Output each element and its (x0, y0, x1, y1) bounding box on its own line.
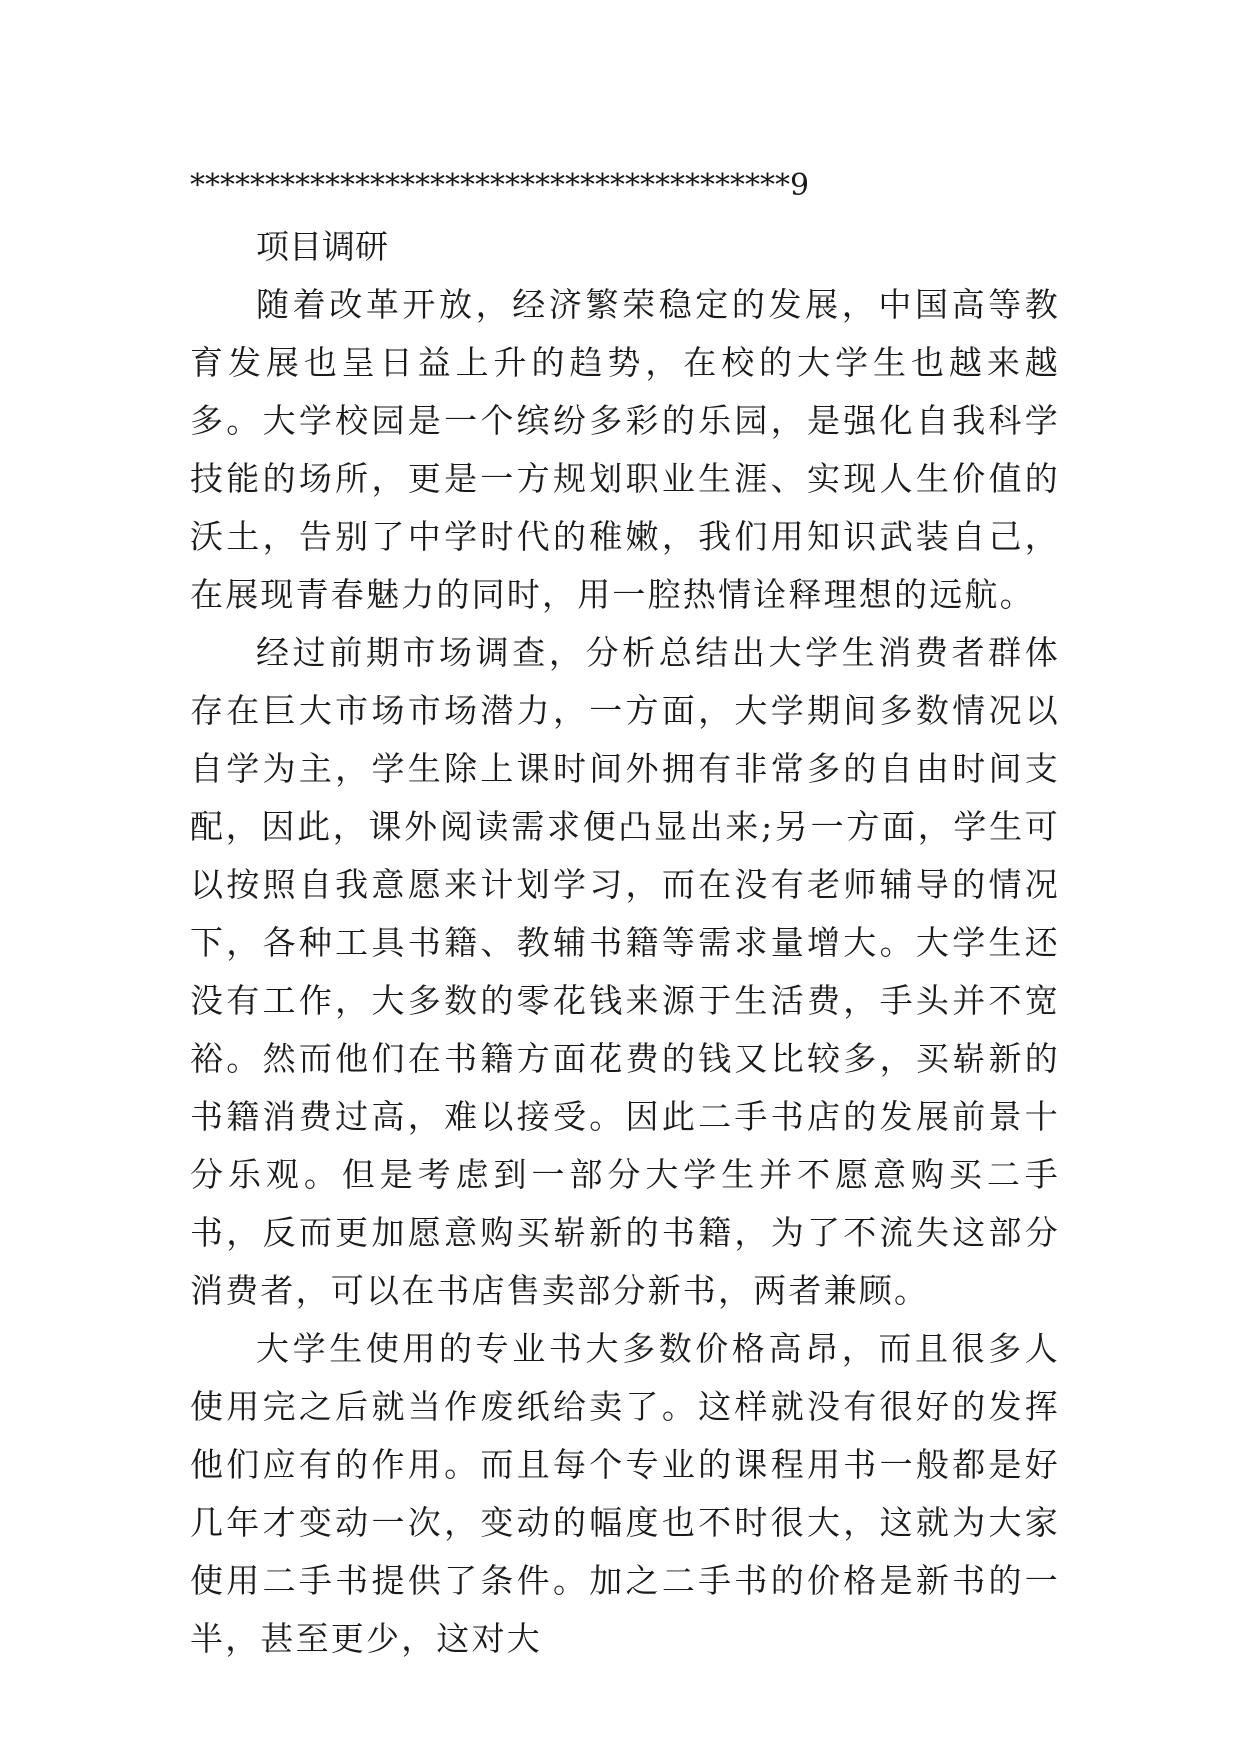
paragraph-2: 经过前期市场调查，分析总结出大学生消费者群体存在巨大市场市场潜力，一方面，大学期间多数情况以自学为主，学生除上课时间外拥有非常多的自由时间支配，因此，课外阅读需求便凸显出来;另一方面，学生可以按照自我意愿来计划学习，而在没有老师辅导的情况下，各种工具书籍、教辅书籍等需求量增大。大学生还没有工作，大多数的零花钱来源于生活费，手头并不宽裕。然而他们在书籍方面花费的钱又比较多，买崭新的书籍消费过高，难以接受。因此二手书店的发展前景十分乐观。但是考虑到一部分大学生并不愿意购买二手书，反而更加愿意购买崭新的书籍，为了不流失这部分消费者，可以在书店售卖部分新书，两者兼顾。 (190, 633, 1060, 1310)
document-page (190, 160, 1060, 1668)
paragraph-1: 随着改革开放，经济繁荣稳定的发展，中国高等教育发展也呈日益上升的趋势，在校的大学生也越来越多。大学校园是一个缤纷多彩的乐园，是强化自我科学技能的场所，更是一方规划职业生涯、实现人生价值的沃土，告别了中学时代的稚嫩，我们用知识武装自己，在展现青春魅力的同时，用一腔热情诠释理想的远航。 (190, 285, 1060, 614)
paragraph-3: 大学生使用的专业书大多数价格高昂，而且很多人使用完之后就当作废纸给卖了。这样就没有很好的发挥他们应有的作用。而且每个专业的课程用书一般都是好几年才变动一次，变动的幅度也不时很大，这就为大家使用二手书提供了条件。加之二手书的价格是新书的一半，甚至更少，这对大 (190, 1329, 1060, 1658)
separator-line: ****************************************9 (190, 168, 810, 203)
section-heading: 项目调研 (256, 227, 388, 266)
